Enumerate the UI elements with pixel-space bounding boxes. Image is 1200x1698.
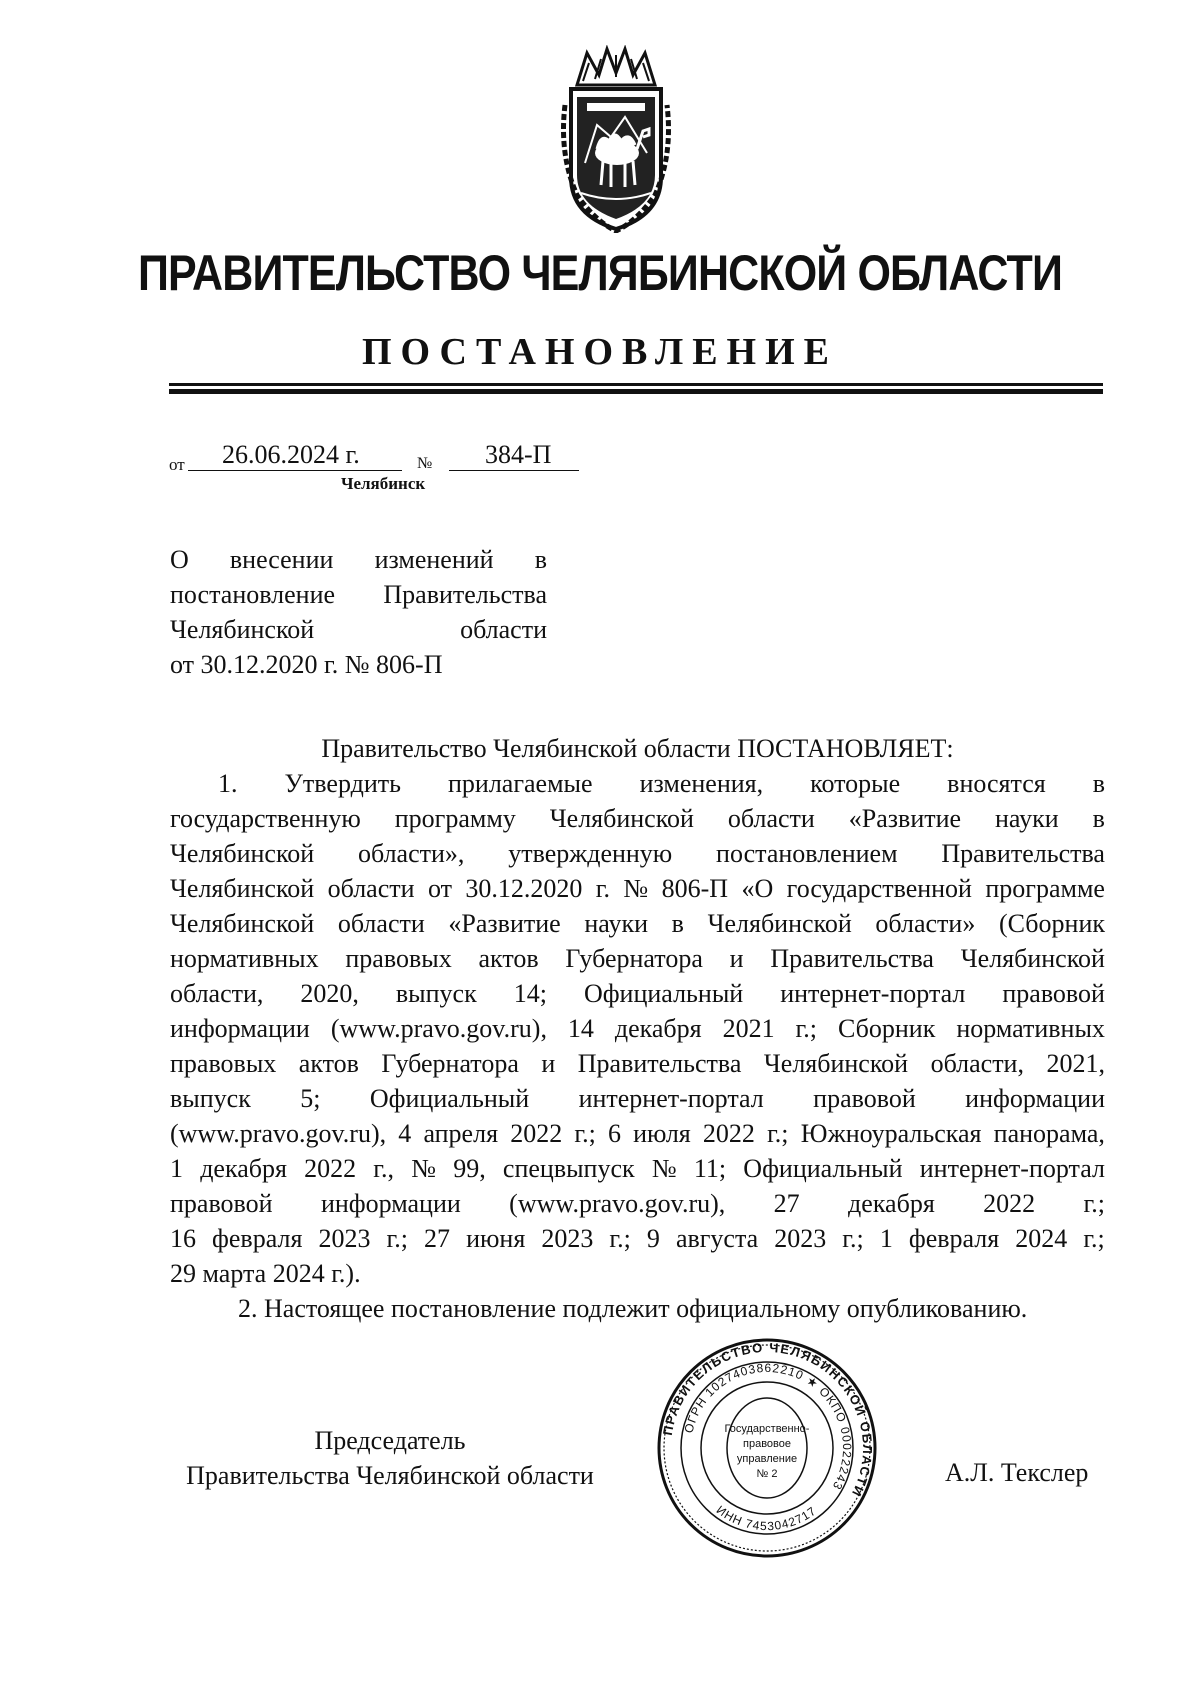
word: Южноуральская [800,1119,982,1148]
word: информации [170,1014,310,1043]
word: Утвердить [284,769,401,798]
word: 11; [693,1154,727,1183]
text-line [170,1151,1105,1186]
word: правовой [813,1084,916,1113]
word: февраля [212,1224,303,1253]
word: 2024 [1015,1224,1068,1253]
word: постановление [170,580,336,609]
word: от [427,874,452,903]
item-1-last-line: 29 марта 2024 г.). [170,1259,361,1288]
word: интернет-портал [919,1154,1105,1183]
word: области» [875,909,976,938]
text-line [170,836,1105,871]
text-line [170,941,1105,976]
word: 27 [424,1224,451,1253]
word: (www.pravo.gov.ru), [330,1014,547,1043]
text-line [170,1081,1105,1116]
city-label: Челябинск [341,474,426,493]
word: 1 [879,1224,893,1253]
word: интернет-портал [578,1084,764,1113]
word: государственную [170,804,361,833]
word: Сборник [837,1014,936,1043]
word: 14; [513,979,547,1008]
word: правовых [170,1049,277,1078]
word: № [651,1154,677,1183]
word: области [327,874,415,903]
coat-of-arms-icon [557,45,675,233]
date-prefix-label: от [169,455,185,474]
word: в [534,545,547,574]
word: области [337,909,425,938]
seal-center-line-3: управление [736,1453,798,1465]
word: г.; [795,1014,818,1043]
word: выпуск [395,979,477,1008]
word: правовых [345,944,452,973]
word: информации [965,1084,1105,1113]
word: г.; [842,1224,864,1253]
subject-line [170,647,547,682]
preamble: Правительство Челябинской области ПОСТАНОВЛЯЕТ: [321,734,954,763]
text-line [170,906,1105,941]
document-body [170,731,1105,1326]
word: от 30.12.2020 г. № 806-П [170,650,443,679]
word: 1 [170,1154,183,1183]
word: утвержденную [508,839,673,868]
word: августа [675,1224,759,1253]
word: программу [394,804,516,833]
word: правовой [1002,979,1105,1008]
word: (www.pravo.gov.ru), [170,1119,387,1148]
word: науки [995,804,1059,833]
word: г.; [1083,1189,1105,1218]
text-line [170,1221,1105,1256]
item-2: 2. Настоящее постановление подлежит официальному опубликованию. [238,1294,1028,1323]
word: г.; [386,1224,408,1253]
word: 5; [300,1084,321,1113]
text-line [170,1046,1105,1081]
word: апреля [423,1119,499,1148]
word: О [170,545,189,574]
document-subject [170,542,547,682]
word: программе [985,874,1105,903]
word: постановлением [716,839,898,868]
text-line [170,976,1105,1011]
word: в [1092,769,1105,798]
word: спецвыпуск [502,1154,635,1183]
word: февраля [908,1224,1000,1253]
word: 30.12.2020 [465,874,583,903]
word: 99, [453,1154,486,1183]
word: Правительства [941,839,1105,868]
word: (Сборник [998,909,1105,938]
subject-line [170,542,547,577]
word: г.; [767,1119,789,1148]
signatory-title [170,1423,610,1493]
word: 2022 [983,1189,1036,1218]
word: Правительства [577,1049,742,1078]
text-line [170,1011,1105,1046]
word: в [671,909,684,938]
word: области, [930,1049,1024,1078]
word: 27 [773,1189,800,1218]
word: Официальный [583,979,744,1008]
document-number: 384-П [485,440,552,469]
word: области, [170,979,264,1008]
signatory-title-line-2: Правительства Челябинской области [186,1461,594,1490]
subject-line [170,577,547,612]
word: Губернатора [565,944,703,973]
word: области», [358,839,465,868]
word: 16 [170,1224,196,1253]
word: Правительства [770,944,934,973]
word: 2021, [1046,1049,1105,1078]
word: 2020, [300,979,359,1008]
word: внесении [229,545,334,574]
word: науки [584,909,649,938]
word: «О [741,874,774,903]
text-line [170,801,1105,836]
word: г.; [609,1224,631,1253]
word: «Развитие [848,804,962,833]
svg-text:ИНН 7453042717 [714,1503,819,1534]
official-seal-stamp [656,1337,878,1559]
word: вносятся [947,769,1046,798]
number-prefix-label: № [417,455,433,472]
word: «Развитие [448,909,561,938]
word: 14 [567,1014,594,1043]
seal-center-line-4: № 2 [756,1468,778,1480]
word: 2023 [541,1224,594,1253]
word: (www.pravo.gov.ru), [509,1189,726,1218]
word: 2022 [304,1154,357,1183]
word: нормативных [956,1014,1105,1043]
header-double-rule [169,383,1103,397]
word: июля [633,1119,691,1148]
seal-ring-text-1: ОГРН 1027403862210 ★ ОКПО 00022243 [681,1360,855,1493]
word: 2021 [722,1014,775,1043]
word: 1. [218,769,238,798]
word: Челябинской [170,615,315,644]
item-1 [170,766,1105,1256]
word: 9 [646,1224,660,1253]
word: декабря [848,1189,935,1218]
seal-center-line-2: правовое [743,1438,791,1450]
word: которые [810,769,901,798]
document-date: 26.06.2024 г. [222,440,360,469]
word: в [1092,804,1105,833]
text-line [170,1116,1105,1151]
signatory-title-line-1: Председатель [314,1426,466,1455]
word: декабря [200,1154,287,1183]
seal-outer-text: ПРАВИТЕЛЬСТВО ЧЕЛЯБИНСКОЙ ОБЛАСТИ [659,1339,876,1500]
word: 2023 [318,1224,371,1253]
text-line [170,766,1105,801]
word: июня [466,1224,526,1253]
word: № [411,1154,437,1183]
word: г.; [574,1119,596,1148]
word: и [729,944,744,973]
seal-center-line-1: Государственно- [724,1423,810,1435]
word: интернет-портал [780,979,966,1008]
word: № [623,874,649,903]
subject-line [170,612,547,647]
word: г.; [1083,1224,1105,1253]
word: Официальный [743,1154,903,1183]
word: Официальный [369,1084,530,1113]
word: Челябинской [960,944,1105,973]
word: области [727,804,815,833]
word: г. [595,874,611,903]
word: и [541,1049,556,1078]
document-type-heading: ПОСТАНОВЛЕНИЕ [361,331,839,373]
word: изменения, [639,769,764,798]
word: Челябинской [170,909,315,938]
word: Губернатора [381,1049,519,1078]
word: информации [320,1189,461,1218]
word: Челябинской [707,909,852,938]
word: Челябинской [170,839,315,868]
signatory-name: А.Л. Текслер [945,1458,1089,1487]
word: 4 [398,1119,412,1148]
word: 2022 [702,1119,755,1148]
word: актов [478,944,539,973]
word: 2022 [510,1119,563,1148]
word: области [460,615,547,644]
organization-title: ПРАВИТЕЛЬСТВО ЧЕЛЯБИНСКОЙ ОБЛАСТИ [137,245,1063,301]
word: панорама, [993,1119,1105,1148]
word: изменений [374,545,494,574]
word: 2023 [774,1224,827,1253]
word: актов [298,1049,359,1078]
word: прилагаемые [448,769,593,798]
word: правовой [170,1189,273,1218]
text-line [170,1186,1105,1221]
word: Правительства [383,580,547,609]
word: нормативных [170,944,319,973]
word: Челябинской [763,1049,909,1078]
word: г., [373,1154,395,1183]
word: 806-П [661,874,729,903]
word: Челябинской [170,874,315,903]
word: Челябинской [549,804,694,833]
seal-ring-text-2: ИНН 7453042717 [713,1502,820,1534]
word: декабря [614,1014,702,1043]
word: выпуск [170,1084,251,1113]
word: 6 [607,1119,621,1148]
word: государственной [786,874,972,903]
text-line [170,871,1105,906]
